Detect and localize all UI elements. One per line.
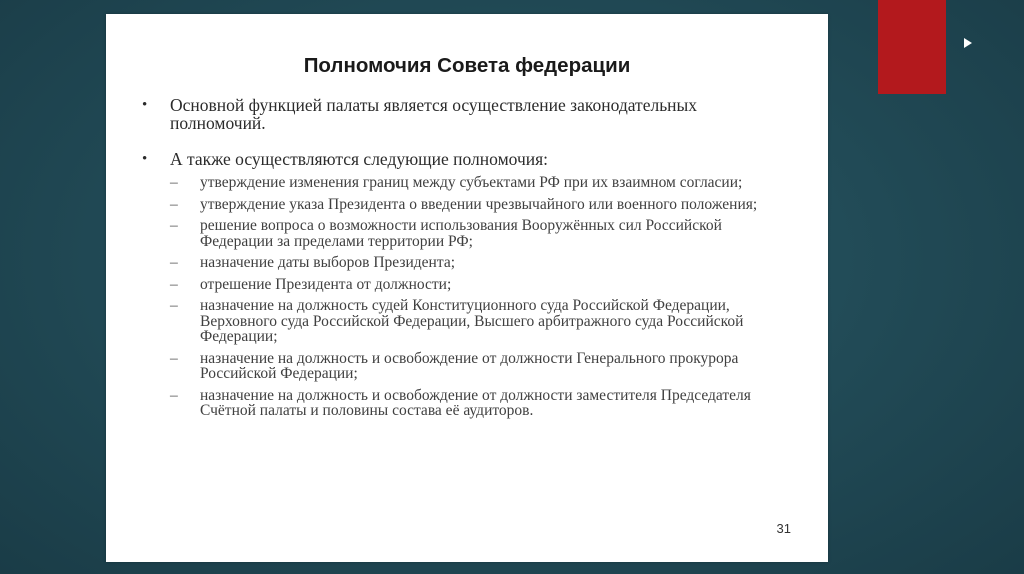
bullet-list [136,96,796,425]
slide-title: Полномочия Совета федерации [303,54,631,77]
bullet-text: Основной функцией палаты является осуществление законодательных полномочий. [170,95,698,133]
sub-item-text: назначение на должность и освобождение от должности заместителя Председателя Счётной палаты и половины состава её аудиторов. [200,386,751,419]
sub-list-item [170,175,796,191]
dash-marker: – [170,275,178,293]
sub-list-item [170,277,796,293]
sub-list-item [170,197,796,213]
page-number: 31 [776,521,791,536]
sub-list-item [170,298,796,345]
accent-red-bar [878,0,946,94]
sub-item-text: решение вопроса о возможности использования Вооружённых сил Российской Федерации за пределами территории РФ; [200,217,722,250]
bullet-item [136,150,796,419]
sub-item-text: назначение на должность и освобождение от должности Генерального прокурора Российской Федерации; [200,349,739,382]
sub-item-text: отрешение Президента от должности; [200,275,452,293]
sub-item-text: утверждение указа Президента о введении чрезвычайного или военного положения; [200,195,758,213]
play-arrow-icon [964,38,972,48]
dash-marker: – [170,174,178,191]
slide-content [106,14,828,562]
bullet-marker: • [142,97,148,113]
sub-item-text: утверждение изменения границ между субъектами РФ при их взаимном согласии; [200,174,743,191]
dash-marker: – [170,217,178,234]
sub-list-item [170,255,796,271]
bullet-text: А также осуществляются следующие полномочия: [170,149,549,169]
sub-item-text: назначение на должность судей Конституционного суда Российской Федерации, Верховного суда Российской Федерации, Высшего арбитражного суда Российской Федерации; [200,297,744,345]
dash-marker: – [170,195,178,213]
sub-list-item [170,351,796,382]
sub-list-item [170,218,796,249]
dash-marker: – [170,386,178,404]
sub-item-text: назначение даты выборов Президента; [200,254,456,271]
dash-marker: – [170,349,178,367]
dash-marker: – [170,297,178,314]
bullet-item [136,96,796,132]
sub-list-item [170,388,796,419]
sub-list [170,175,796,419]
dash-marker: – [170,254,178,271]
bullet-marker: • [142,151,148,167]
